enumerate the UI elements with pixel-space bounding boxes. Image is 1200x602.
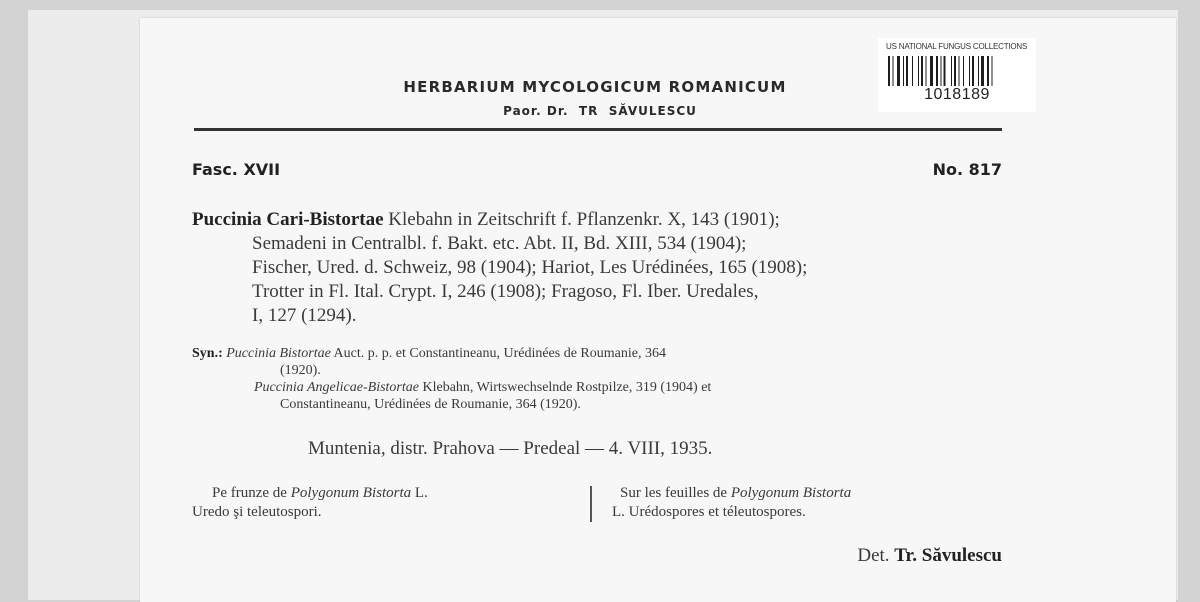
host-romanian-suffix: L. [411,485,428,501]
species-name: Puccinia Cari-Bistortae [192,209,384,230]
host-french-prefix: Sur les feuilles de [620,485,731,501]
barcode-caption: US NATIONAL FUNGUS COLLECTIONS [886,42,1028,51]
species-citation [192,208,1012,328]
synonym-1-name: Puccinia Bistortae [226,346,331,361]
synonym-line-1 [192,345,1012,362]
citation-line-4: Trotter in Fl. Ital. Crypt. I, 246 (1908); Fragoso, Fl. Iber. Uredales, [252,281,759,302]
host-romanian-prefix: Pe frunze de [212,485,291,501]
host-romanian-line-2: Uredo şi teleutospori. [192,504,322,520]
synonym-line-2 [192,379,1012,396]
citation-line-3: Fischer, Ured. d. Schweiz, 98 (1904); Hariot, Les Urédinées, 165 (1908); [252,257,808,278]
barcode-icon [888,56,1028,86]
host-french [612,484,1012,522]
host-romanian [192,484,572,522]
citation-line-2: Semadeni in Centralbl. f. Bakt. etc. Abt. II, Bd. XIII, 534 (1904); [252,233,747,254]
host-romanian-line-1 [192,484,572,503]
synonyms-block [192,345,1012,413]
determiner-name: Tr. Săvulescu [894,545,1002,566]
collection-locality: Muntenia, distr. Prahova — Predeal — 4. VIII, 1935. [308,438,713,459]
specimen-number: No. 817 [932,160,1002,179]
synonyms-label: Syn.: [192,346,223,361]
synonym-1-rest: Auct. p. p. et Constantineanu, Urédinées de Roumanie, 364 [330,346,666,361]
fascicle-label: Fasc. XVII [192,160,281,179]
header-rule [194,128,1002,131]
herbarium-title: HERBARIUM MYCOLOGICUM ROMANICUM [403,78,787,96]
synonym-line-2-cont: Constantineanu, Urédinées de Roumanie, 364 (1920). [280,397,581,412]
determiner-prefix: Det. [857,545,895,566]
synonym-2-rest: Klebahn, Wirtswechselnde Rostpilze, 319 (1904) et [418,380,712,395]
citation-line-1 [192,208,1012,232]
host-french-line-2: L. Urédospores et téleutospores. [612,504,806,520]
barcode-label [878,38,1036,112]
citation-line-1-rest: Klebahn in Zeitschrift f. Pflanzenkr. X, 143 (1901); [383,209,780,230]
synonym-2-name: Puccinia Angelicae-Bistortae [254,380,419,395]
host-romanian-name: Polygonum Bistorta [290,485,412,501]
determiner [857,545,1002,567]
herbarium-subtitle: Paor. Dr. TR SĂVULESCU [503,104,697,118]
citation-line-5: I, 127 (1294). [252,305,357,326]
barcode-number: 1018189 [924,86,990,103]
host-french-name: Polygonum Bistorta [730,485,852,501]
host-french-line-1 [612,484,1012,503]
column-divider [590,486,592,522]
synonym-line-1-cont: (1920). [280,363,321,378]
